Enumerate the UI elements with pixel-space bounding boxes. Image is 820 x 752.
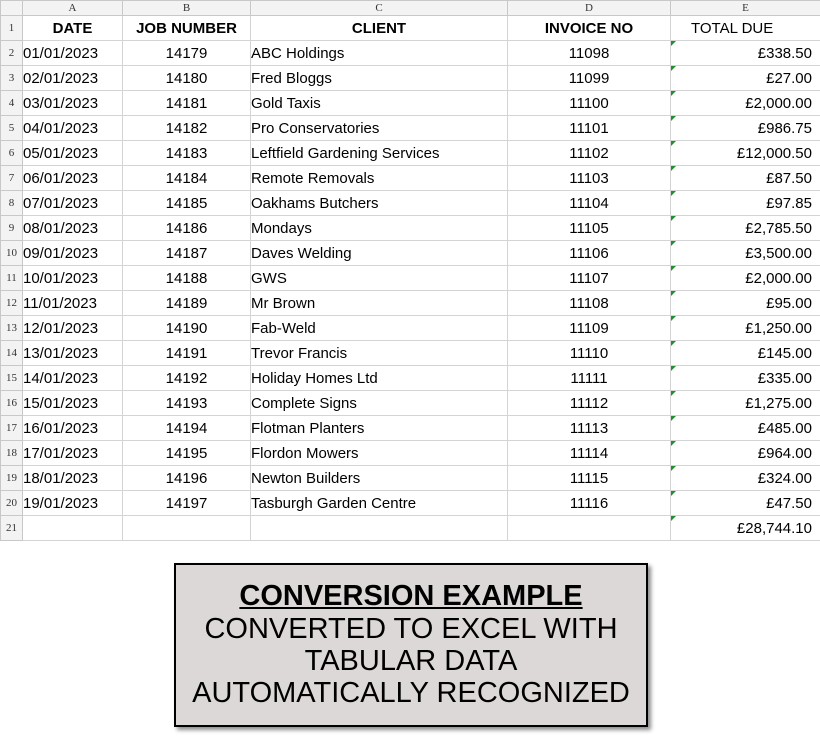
cell-date[interactable]: 01/01/2023 [23, 41, 123, 66]
column-header-a[interactable]: A [23, 1, 123, 16]
empty-cell[interactable] [508, 516, 671, 541]
row-header[interactable]: 18 [1, 441, 23, 466]
cell-invoice-no[interactable]: 11110 [508, 341, 671, 366]
cell-client[interactable]: Remote Removals [251, 166, 508, 191]
row-header[interactable]: 20 [1, 491, 23, 516]
column-header-e[interactable]: E [671, 1, 820, 16]
cell-invoice-no[interactable]: 11101 [508, 116, 671, 141]
cell-client[interactable]: Complete Signs [251, 391, 508, 416]
header-cell-job-number[interactable]: JOB NUMBER [123, 16, 251, 41]
cell-total-due[interactable]: £2,785.50 [671, 216, 820, 241]
cell-client[interactable]: Oakhams Butchers [251, 191, 508, 216]
cell-client[interactable]: Fred Bloggs [251, 66, 508, 91]
cell-date[interactable]: 06/01/2023 [23, 166, 123, 191]
cell-invoice-no[interactable]: 11111 [508, 366, 671, 391]
table-row [1, 466, 820, 491]
cell-client[interactable]: Fab-Weld [251, 316, 508, 341]
total-row [1, 516, 820, 541]
cell-client[interactable]: Gold Taxis [251, 91, 508, 116]
row-header[interactable]: 5 [1, 116, 23, 141]
cell-job-number[interactable]: 14192 [123, 366, 251, 391]
row-header[interactable]: 13 [1, 316, 23, 341]
cell-client[interactable]: Mr Brown [251, 291, 508, 316]
caption-line-1: CONVERTED TO EXCEL WITH [204, 613, 618, 645]
cell-date[interactable]: 02/01/2023 [23, 66, 123, 91]
cell-date[interactable]: 05/01/2023 [23, 141, 123, 166]
row-header[interactable]: 14 [1, 341, 23, 366]
row-header[interactable]: 10 [1, 241, 23, 266]
cell-total-due[interactable]: £338.50 [671, 41, 820, 66]
table-row [1, 491, 820, 516]
cell-client[interactable]: Newton Builders [251, 466, 508, 491]
header-cell-invoice-no[interactable]: INVOICE NO [508, 16, 671, 41]
header-cell-client[interactable]: CLIENT [251, 16, 508, 41]
cell-date[interactable]: 17/01/2023 [23, 441, 123, 466]
cell-client[interactable]: Holiday Homes Ltd [251, 366, 508, 391]
table-row [1, 216, 820, 241]
empty-cell[interactable] [123, 516, 251, 541]
cell-invoice-no[interactable]: 11113 [508, 416, 671, 441]
cell-total-due[interactable]: £964.00 [671, 441, 820, 466]
cell-job-number[interactable]: 14188 [123, 266, 251, 291]
row-header[interactable]: 11 [1, 266, 23, 291]
cell-grand-total[interactable]: £28,744.10 [671, 516, 820, 541]
row-header[interactable]: 3 [1, 66, 23, 91]
header-cell-total-due[interactable]: TOTAL DUE [671, 16, 820, 41]
caption-line-3: AUTOMATICALLY RECOGNIZED [192, 677, 630, 709]
cell-invoice-no[interactable]: 11099 [508, 66, 671, 91]
row-header[interactable]: 2 [1, 41, 23, 66]
row-header[interactable]: 4 [1, 91, 23, 116]
cell-client[interactable]: Trevor Francis [251, 341, 508, 366]
row-header[interactable]: 16 [1, 391, 23, 416]
cell-date[interactable]: 07/01/2023 [23, 191, 123, 216]
column-header-row [1, 1, 820, 16]
cell-date[interactable]: 03/01/2023 [23, 91, 123, 116]
table-row [1, 141, 820, 166]
header-cell-date[interactable]: DATE [23, 16, 123, 41]
cell-job-number[interactable]: 14196 [123, 466, 251, 491]
cell-invoice-no[interactable]: 11106 [508, 241, 671, 266]
cell-invoice-no[interactable]: 11108 [508, 291, 671, 316]
cell-job-number[interactable]: 14184 [123, 166, 251, 191]
cell-date[interactable]: 15/01/2023 [23, 391, 123, 416]
column-header-d[interactable]: D [508, 1, 671, 16]
table-row [1, 416, 820, 441]
table-row [1, 116, 820, 141]
cell-date[interactable]: 08/01/2023 [23, 216, 123, 241]
cell-date[interactable]: 13/01/2023 [23, 341, 123, 366]
cell-job-number[interactable]: 14190 [123, 316, 251, 341]
cell-total-due[interactable]: £324.00 [671, 466, 820, 491]
cell-invoice-no[interactable]: 11112 [508, 391, 671, 416]
row-header[interactable]: 7 [1, 166, 23, 191]
cell-total-due[interactable]: £145.00 [671, 341, 820, 366]
cell-client[interactable]: Flordon Mowers [251, 441, 508, 466]
cell-total-due[interactable]: £87.50 [671, 166, 820, 191]
table-row [1, 66, 820, 91]
cell-total-due[interactable]: £986.75 [671, 116, 820, 141]
cell-client[interactable]: Leftfield Gardening Services [251, 141, 508, 166]
table-row [1, 266, 820, 291]
row-header[interactable]: 21 [1, 516, 23, 541]
cell-invoice-no[interactable]: 11098 [508, 41, 671, 66]
cell-total-due[interactable]: £12,000.50 [671, 141, 820, 166]
cell-invoice-no[interactable]: 11114 [508, 441, 671, 466]
table-row [1, 316, 820, 341]
cell-job-number[interactable]: 14197 [123, 491, 251, 516]
cell-invoice-no[interactable]: 11116 [508, 491, 671, 516]
table-row [1, 391, 820, 416]
row-header[interactable]: 17 [1, 416, 23, 441]
row-header[interactable]: 1 [1, 16, 23, 41]
row-header[interactable]: 19 [1, 466, 23, 491]
cell-client[interactable]: Daves Welding [251, 241, 508, 266]
cell-invoice-no[interactable]: 11115 [508, 466, 671, 491]
cell-client[interactable]: GWS [251, 266, 508, 291]
cell-job-number[interactable]: 14182 [123, 116, 251, 141]
cell-job-number[interactable]: 14180 [123, 66, 251, 91]
cell-total-due[interactable]: £1,275.00 [671, 391, 820, 416]
column-header-b[interactable]: B [123, 1, 251, 16]
cell-date[interactable]: 04/01/2023 [23, 116, 123, 141]
cell-total-due[interactable]: £27.00 [671, 66, 820, 91]
cell-job-number[interactable]: 14189 [123, 291, 251, 316]
table-row [1, 91, 820, 116]
cell-date[interactable]: 11/01/2023 [23, 291, 123, 316]
cell-total-due[interactable]: £2,000.00 [671, 91, 820, 116]
row-header[interactable]: 6 [1, 141, 23, 166]
cell-job-number[interactable]: 14193 [123, 391, 251, 416]
select-all-corner[interactable] [1, 1, 23, 16]
cell-job-number[interactable]: 14186 [123, 216, 251, 241]
header-row [1, 16, 820, 41]
cell-date[interactable]: 10/01/2023 [23, 266, 123, 291]
cell-client[interactable]: Mondays [251, 216, 508, 241]
cell-total-due[interactable]: £97.85 [671, 191, 820, 216]
cell-invoice-no[interactable]: 11103 [508, 166, 671, 191]
cell-date[interactable]: 19/01/2023 [23, 491, 123, 516]
cell-date[interactable]: 14/01/2023 [23, 366, 123, 391]
table-row [1, 191, 820, 216]
cell-job-number[interactable]: 14179 [123, 41, 251, 66]
table-row [1, 441, 820, 466]
caption-title: CONVERSION EXAMPLE [239, 580, 583, 612]
caption-line-2: TABULAR DATA [304, 645, 518, 677]
cell-invoice-no[interactable]: 11109 [508, 316, 671, 341]
row-header[interactable]: 15 [1, 366, 23, 391]
cell-total-due[interactable]: £485.00 [671, 416, 820, 441]
cell-total-due[interactable]: £47.50 [671, 491, 820, 516]
cell-invoice-no[interactable]: 11102 [508, 141, 671, 166]
empty-cell[interactable] [251, 516, 508, 541]
cell-invoice-no[interactable]: 11105 [508, 216, 671, 241]
table-row [1, 366, 820, 391]
cell-total-due[interactable]: £3,500.00 [671, 241, 820, 266]
cell-invoice-no[interactable]: 11104 [508, 191, 671, 216]
cell-client[interactable]: Pro Conservatories [251, 116, 508, 141]
cell-job-number[interactable]: 14191 [123, 341, 251, 366]
cell-total-due[interactable]: £1,250.00 [671, 316, 820, 341]
table-row [1, 241, 820, 266]
conversion-caption-box [174, 563, 648, 727]
cell-job-number[interactable]: 14194 [123, 416, 251, 441]
empty-cell[interactable] [23, 516, 123, 541]
row-header[interactable]: 12 [1, 291, 23, 316]
cell-total-due[interactable]: £95.00 [671, 291, 820, 316]
cell-date[interactable]: 18/01/2023 [23, 466, 123, 491]
cell-date[interactable]: 16/01/2023 [23, 416, 123, 441]
cell-job-number[interactable]: 14185 [123, 191, 251, 216]
table-row [1, 166, 820, 191]
cell-client[interactable]: ABC Holdings [251, 41, 508, 66]
table-row [1, 291, 820, 316]
cell-date[interactable]: 09/01/2023 [23, 241, 123, 266]
row-header[interactable]: 8 [1, 191, 23, 216]
cell-client[interactable]: Tasburgh Garden Centre [251, 491, 508, 516]
cell-date[interactable]: 12/01/2023 [23, 316, 123, 341]
table-row [1, 41, 820, 66]
cell-total-due[interactable]: £335.00 [671, 366, 820, 391]
row-header[interactable]: 9 [1, 216, 23, 241]
cell-job-number[interactable]: 14181 [123, 91, 251, 116]
cell-invoice-no[interactable]: 11107 [508, 266, 671, 291]
cell-job-number[interactable]: 14187 [123, 241, 251, 266]
cell-job-number[interactable]: 14195 [123, 441, 251, 466]
cell-job-number[interactable]: 14183 [123, 141, 251, 166]
column-header-c[interactable]: C [251, 1, 508, 16]
cell-invoice-no[interactable]: 11100 [508, 91, 671, 116]
cell-client[interactable]: Flotman Planters [251, 416, 508, 441]
cell-total-due[interactable]: £2,000.00 [671, 266, 820, 291]
table-row [1, 341, 820, 366]
